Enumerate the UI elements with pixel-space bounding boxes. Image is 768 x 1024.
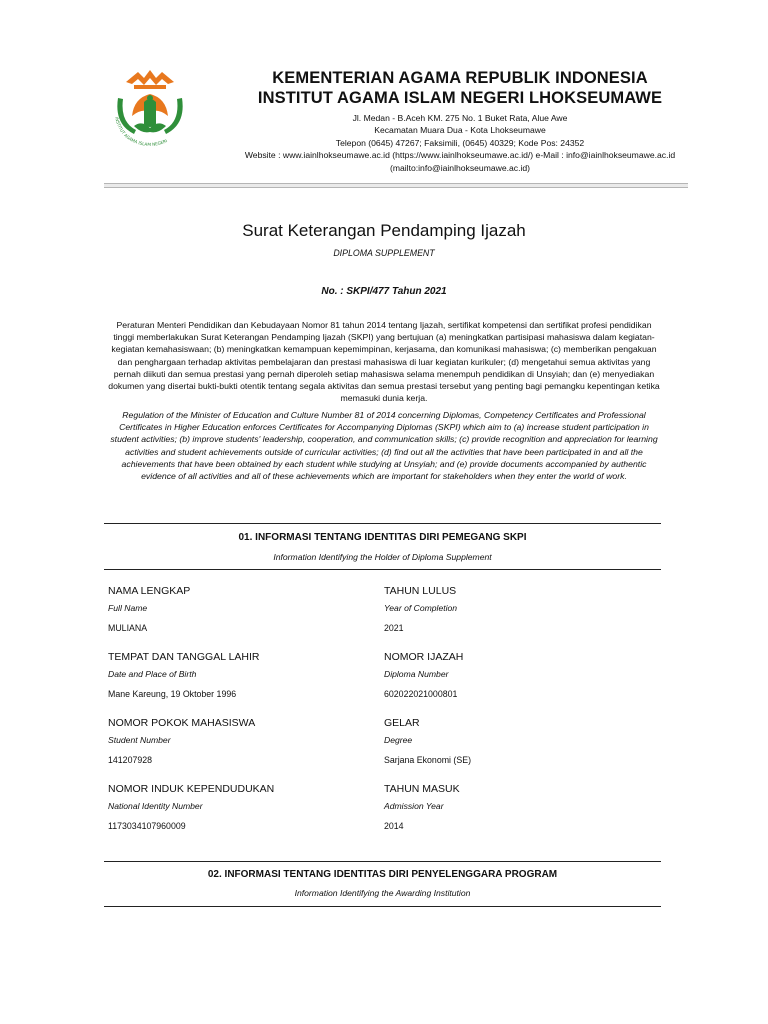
institute-name: INSTITUT AGAMA ISLAM NEGERI LHOKSEUMAWE bbox=[257, 89, 663, 107]
section1-title: 01. INFORMASI TENTANG IDENTITAS DIRI PEMEGANG SKPI bbox=[238, 532, 527, 543]
field-label: TEMPAT DAN TANGGAL LAHIR bbox=[108, 651, 260, 663]
field-label-en: National Identity Number bbox=[108, 801, 203, 811]
field-value: MULIANA bbox=[108, 623, 148, 633]
header-divider bbox=[104, 183, 688, 188]
field-national-id bbox=[108, 783, 378, 832]
field-label: NAMA LENGKAP bbox=[108, 585, 191, 597]
paragraph-english: Regulation of the Minister of Education and Culture Number 81 of 2014 concerning Diplomas, Competency Certificates and Professional Certificates in Higher Education enforces Certificates for Accompanying Diplomas (SKPI) which aim to (a) increase student participation in student activities; (b) improve students' leadership, cooperation, and communication skills; (c) provide recognition and appreciation for learning activities and student achievements outside of curricular activities; (d) find out all the activities that have been participated in and all the achievements that have been obtained by each student while studying at Unsyiah; and (e) provide documents accompanied by authentic evidence of all activities and all of these achievements which are important for stakeholders when they enter the world of work. bbox=[110, 410, 658, 482]
field-label-en: Student Number bbox=[108, 735, 171, 745]
ministry-name: KEMENTERIAN AGAMA REPUBLIK INDONESIA bbox=[272, 69, 648, 87]
field-diploma-number bbox=[384, 651, 654, 700]
address-line-2: Kecamatan Muara Dua - Kota Lhokseumawe bbox=[374, 125, 546, 136]
field-label-en: Year of Completion bbox=[384, 603, 458, 613]
field-full-name bbox=[108, 585, 378, 634]
field-label: TAHUN MASUK bbox=[384, 783, 460, 795]
field-label-en: Admission Year bbox=[384, 801, 444, 811]
field-value: Sarjana Ekonomi (SE) bbox=[384, 755, 472, 765]
section1-top-rule bbox=[104, 523, 661, 524]
field-label: NOMOR POKOK MAHASISWA bbox=[108, 717, 256, 729]
field-value: 1173034107960009 bbox=[108, 821, 186, 831]
field-admission-year bbox=[384, 783, 654, 832]
field-label-en: Degree bbox=[384, 735, 413, 745]
field-label: NOMOR IJAZAH bbox=[384, 651, 464, 663]
website-line[interactable]: Website : www.iainlhokseumawe.ac.id (https://www.iainlhokseumawe.ac.id/) e-Mail : info@iainlhokseumawe.ac.id bbox=[244, 150, 676, 161]
field-value: 2021 bbox=[384, 623, 404, 633]
mailto-line[interactable]: (mailto:info@iainlhokseumawe.ac.id) bbox=[389, 162, 531, 173]
field-label: GELAR bbox=[384, 717, 420, 729]
field-value: Mane Kareung, 19 Oktober 1996 bbox=[108, 689, 237, 699]
address-line-1: Jl. Medan - B.Aceh KM. 275 No. 1 Buket Rata, Alue Awe bbox=[352, 113, 568, 123]
section2-title: 02. INFORMASI TENTANG IDENTITAS DIRI PENYELENGGARA PROGRAM bbox=[207, 869, 558, 880]
field-label-en: Diploma Number bbox=[384, 669, 449, 679]
field-label: NOMOR INDUK KEPENDUDUKAN bbox=[108, 783, 275, 795]
contact-line: Telepon (0645) 47267; Faksimili, (0645) 40329; Kode Pos: 24352 bbox=[335, 137, 585, 148]
section1-subtitle: Information Identifying the Holder of Diploma Supplement bbox=[273, 552, 492, 562]
document-subtitle: DIPLOMA SUPPLEMENT bbox=[333, 248, 435, 258]
section2-bottom-rule bbox=[104, 906, 661, 907]
field-label: TAHUN LULUS bbox=[384, 585, 457, 597]
field-year-of-completion bbox=[384, 585, 654, 634]
document-title: Surat Keterangan Pendamping Ijazah bbox=[242, 221, 526, 240]
field-label-en: Full Name bbox=[108, 603, 148, 613]
document-number: No. : SKPI/477 Tahun 2021 bbox=[321, 286, 447, 297]
paragraph-indonesian: Peraturan Menteri Pendidikan dan Kebudayaan Nomor 81 tahun 2014 tentang Ijazah, sertifikat kompetensi dan sertifikat profesi pendidikan tinggi memberlakukan Surat Keterangan Pendamping Ijazah (SKPI) yang bertujuan (a) meningkatkan partisipasi mahasiswa dalam kegiatan-kegiatan kemahasiswaan; (b) meningkatkan kemampuan kepemimpinan, kerjasama, dan komunikasi mahasiswa; (c) memberikan pengakuan dan penghargaan terhadap aktivitas pembelajaran dan prestasi mahasiswa di luar kegiatan kurikuler; (d) mengetahui semua aktivitas yang pernah diikuti dan semua prestasi yang pernah diperoleh setiap mahasiswa selama menempuh pendidikan di Unsyiah; dan (e) menyediakan dokumen yang disertai bukti-bukti otentik tentang segala aktivitas dan semua prestasi tersebut yang penting bagi pemangku kepentingan ketika memasuki dunia kerja. bbox=[108, 320, 660, 404]
section1-bottom-rule bbox=[104, 569, 661, 570]
section2-subtitle: Information Identifying the Awarding Institution bbox=[294, 888, 471, 898]
institute-logo bbox=[104, 68, 196, 148]
field-value: 2014 bbox=[384, 821, 404, 831]
field-student-number bbox=[108, 717, 378, 766]
field-degree bbox=[384, 717, 654, 766]
logo-text: INSTITUT AGAMA ISLAM NEGERI bbox=[114, 116, 168, 148]
field-value: 602022021000801 bbox=[384, 689, 458, 699]
field-birth bbox=[108, 651, 378, 700]
field-value: 141207928 bbox=[108, 755, 153, 765]
section2-top-rule bbox=[104, 861, 661, 862]
letterhead bbox=[200, 68, 720, 174]
field-label-en: Date and Place of Birth bbox=[108, 669, 197, 679]
